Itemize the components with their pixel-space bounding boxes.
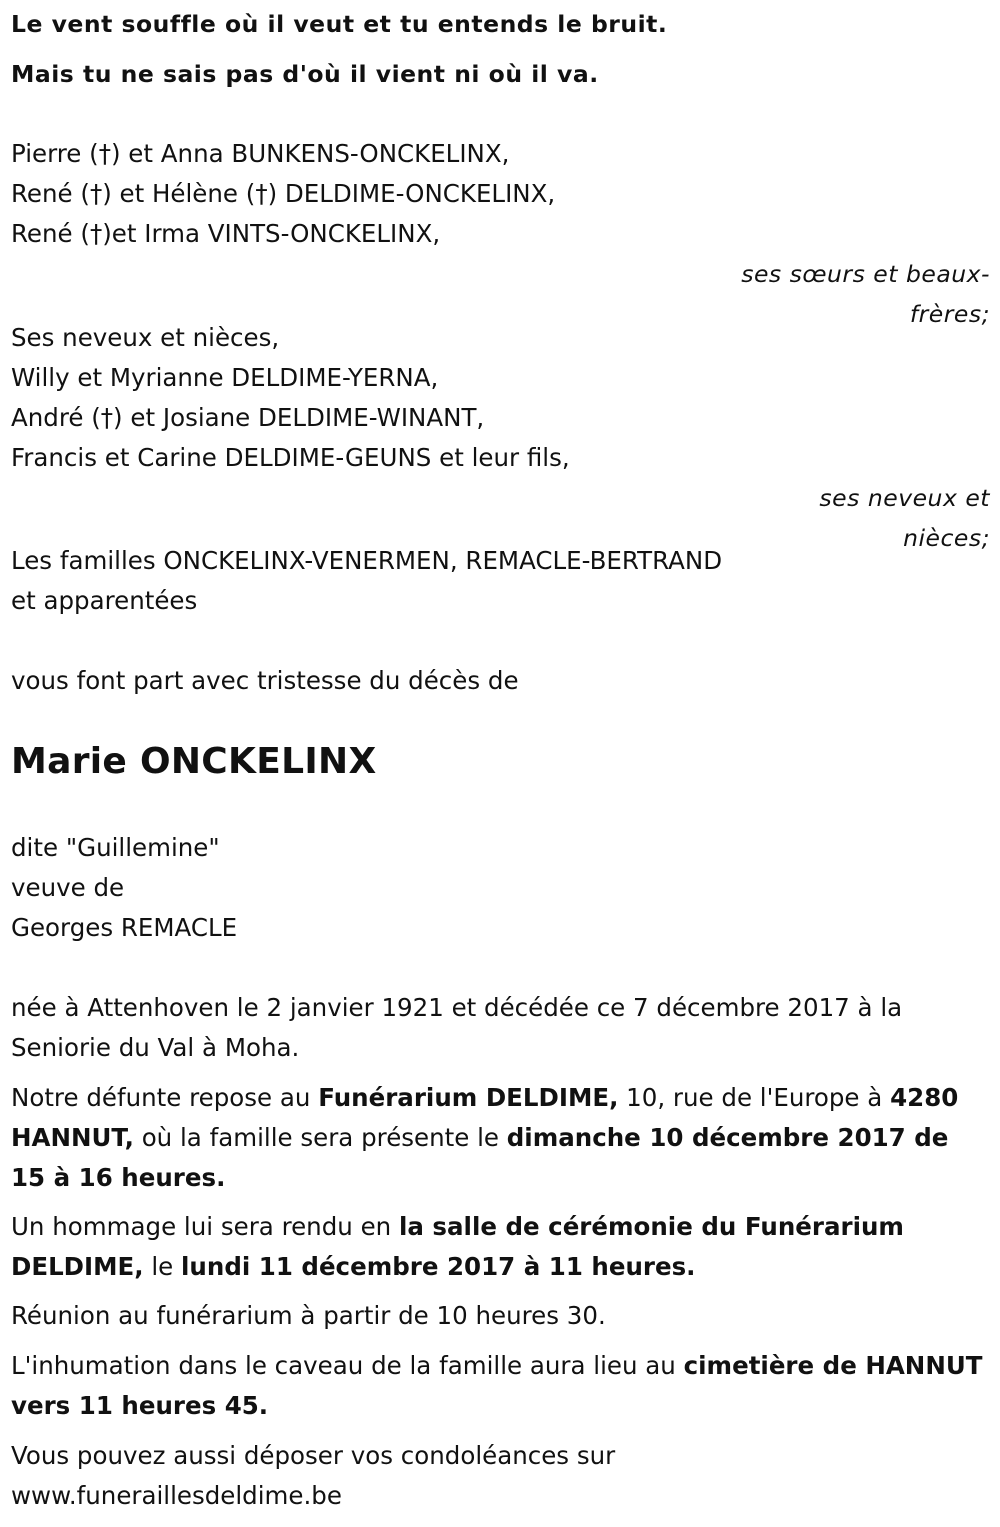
deceased-widow-of: veuve de bbox=[11, 873, 125, 902]
nephews-block bbox=[11, 318, 990, 558]
condolences-text: Vous pouvez aussi déposer vos condoléances sur bbox=[11, 1441, 616, 1470]
burial-intro: L'inhumation dans le caveau de la famille aura lieu au bbox=[11, 1351, 684, 1380]
deceased-nickname: dite "Guillemine" bbox=[11, 833, 220, 862]
rest-city: 4280 HANNUT, bbox=[11, 1083, 959, 1152]
deceased-info-block bbox=[11, 828, 990, 948]
nephew-line: Francis et Carine DELDIME-GEUNS et leur fils, bbox=[11, 443, 570, 472]
nephew-line: Ses neveux et nièces, bbox=[11, 323, 280, 352]
condolences-link[interactable]: www.funeraillesdeldime.be bbox=[11, 1481, 342, 1510]
rest-block bbox=[11, 1078, 990, 1198]
burial-paragraph bbox=[11, 1346, 990, 1426]
rest-intro: Notre défunte repose au bbox=[11, 1083, 319, 1112]
tribute-paragraph bbox=[11, 1207, 990, 1287]
nephews-role-line-1: ses neveux et bbox=[819, 484, 990, 512]
rest-address: 10, rue de l'Europe à bbox=[618, 1083, 891, 1112]
rest-when: dimanche 10 décembre 2017 de 15 à 16 heures. bbox=[11, 1123, 949, 1192]
deceased-name-block bbox=[11, 742, 990, 782]
nephew-line: André (†) et Josiane DELDIME-WINANT, bbox=[11, 403, 485, 432]
siblings-role-line-2: frères; bbox=[909, 300, 990, 328]
deceased-spouse: Georges REMACLE bbox=[11, 913, 238, 942]
rest-paragraph bbox=[11, 1078, 990, 1198]
birth-death-text: née à Attenhoven le 2 janvier 1921 et décédée ce 7 décembre 2017 à la Seniorie du Val à Moha. bbox=[11, 993, 903, 1062]
nephews-role-line-2: nièces; bbox=[903, 524, 990, 552]
tribute-intro: Un hommage lui sera rendu en bbox=[11, 1212, 399, 1241]
siblings-role-line-1: ses sœurs et beaux- bbox=[741, 260, 990, 288]
families-block bbox=[11, 541, 990, 621]
rest-mid: où la famille sera présente le bbox=[133, 1123, 507, 1152]
announcement-block bbox=[11, 661, 990, 701]
families-line: et apparentées bbox=[11, 586, 198, 615]
nephew-line: Willy et Myrianne DELDIME-YERNA, bbox=[11, 363, 439, 392]
sibling-line: René (†)et Irma VINTS-ONCKELINX, bbox=[11, 219, 441, 248]
meeting-text: Réunion au funérarium à partir de 10 heures 30. bbox=[11, 1301, 606, 1330]
sibling-line: René (†) et Hélène (†) DELDIME-ONCKELINX, bbox=[11, 179, 556, 208]
condolences-block bbox=[11, 1436, 990, 1516]
sibling-line: Pierre (†) et Anna BUNKENS-ONCKELINX, bbox=[11, 139, 510, 168]
rest-place: Funérarium DELDIME, bbox=[318, 1083, 619, 1112]
announcement-text: vous font part avec tristesse du décès de bbox=[11, 666, 519, 695]
burial-block bbox=[11, 1346, 990, 1426]
burial-place: cimetière de HANNUT vers 11 heures 45. bbox=[11, 1351, 983, 1420]
birth-death-block bbox=[11, 988, 990, 1068]
tribute-place: la salle de cérémonie du Funérarium DELDIME, bbox=[11, 1212, 904, 1281]
siblings-block bbox=[11, 134, 990, 334]
families-line: Les familles ONCKELINX-VENERMEN, REMACLE-BERTRAND bbox=[11, 546, 723, 575]
quote-line-2: Mais tu ne sais pas d'où il vient ni où il va. bbox=[11, 60, 599, 88]
deceased-name: Marie ONCKELINX bbox=[11, 741, 377, 782]
tribute-when: lundi 11 décembre 2017 à 11 heures. bbox=[181, 1252, 696, 1281]
tribute-mid: le bbox=[143, 1252, 182, 1281]
quote-line-1: Le vent souffle où il veut et tu entends le bruit. bbox=[11, 10, 668, 38]
meeting-block bbox=[11, 1296, 990, 1336]
tribute-block bbox=[11, 1207, 990, 1287]
